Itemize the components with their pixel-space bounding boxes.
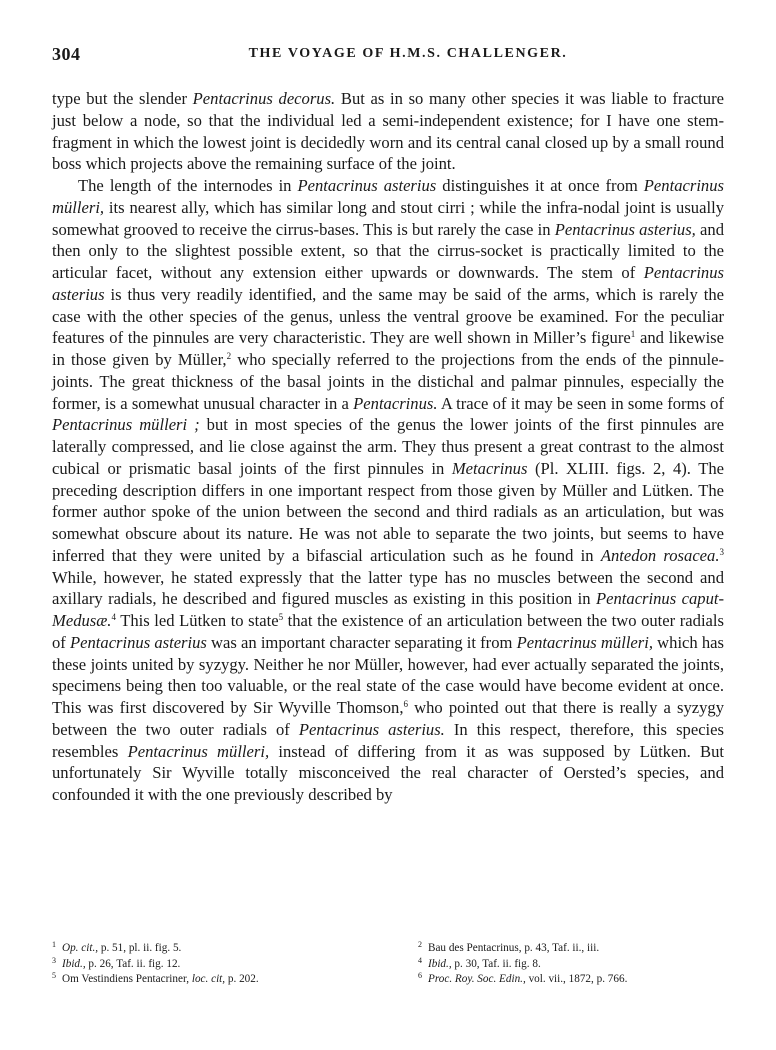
footnote-ref: 3 bbox=[719, 546, 724, 557]
taxon-name: Pentacrinus mülleri, bbox=[516, 632, 654, 652]
taxon-name: Pentacrinus mülleri, bbox=[52, 176, 724, 217]
taxon-name: Antedon rosacea. bbox=[600, 545, 720, 565]
footnote: 2 Bau des Pentacrinus, p. 43, Taf. ii., iii. bbox=[418, 940, 600, 954]
running-title: THE VOYAGE OF H.M.S. CHALLENGER. bbox=[248, 46, 568, 61]
page-header bbox=[52, 44, 724, 68]
taxon-name: Pentacrinus mülleri ; bbox=[52, 415, 200, 435]
page-number: 304 bbox=[52, 44, 81, 64]
footnote-ref: 1 bbox=[630, 329, 636, 340]
taxon-name: Pentacrinus asterius bbox=[297, 176, 437, 195]
taxon-name: Pentacrinus asterius bbox=[52, 263, 724, 304]
footnotes-left-column bbox=[52, 941, 259, 988]
footnote: 6 Proc. Roy. Soc. Edin., vol. vii., 1872, p. 766. bbox=[418, 971, 628, 985]
footnote-ref: 5 bbox=[278, 612, 284, 622]
footnote-ref: 6 bbox=[403, 699, 408, 709]
taxon-name: Pentacrinus caput-Medusæ. bbox=[52, 589, 725, 630]
taxon-name: Pentacrinus. bbox=[353, 393, 438, 413]
footnote: 5 Om Vestindiens Pentacriner, loc. cit, p. 202. bbox=[52, 971, 259, 985]
paragraph-continued: type but the slender Pentacrinus decorus. But as in so many other species it was liable to fracture just below a node, so that the individual led a semi-independent existence; for I have one stem-fragment in which the lowest joint is decidedly worn and its central canal closed up by a small round boss which projects above the remaining surface of the joint. bbox=[52, 89, 724, 174]
footnote: 4 Ibid., p. 30, Taf. ii. fig. 8. bbox=[418, 955, 541, 970]
footnote: 3 Ibid., p. 26, Taf. ii. fig. 12. bbox=[52, 955, 181, 970]
paragraph-internodes: The length of the internodes in Pentacrinus asterius distinguishes it at once from Pentacrinus mülleri, its nearest ally, which has similar long and stout cirri ; while the infra-nodal joint is usually somewhat grooved to receive the cirrus-bases. This is but rarely the case in Pentacrinus asterius, and then only to the slightest possible extent, so that the cirrus-socket is practically limited to the articular facet, without any extension either upwards or downwards. The stem of Pentacrinus asterius is thus very readily identified, and the same may be said of the arms, which is rarely the case with the other species of the genus, unless the ventral groove be examined. For the peculiar features of the pinnules are very characteristic. They are well shown in Miller’s figure$^1$ and likewise in those given by Müller,$^2$ who specially referred to the projections from the ends of the pinnule-joints. The great thickness of the basal joints in the distichal and palmar pinnules, especially the former, is a somewhat unusual character in a Pentacrinus. A trace of it may be seen in some forms of Pentacrinus mülleri ; but in most species of the genus the lower joints of the first pinnules are laterally compressed, and lie close against the arm. They thus present a great contrast to the almost cubical or prismatic basal joints of the first pinnules in Metacrinus (Pl. XLIII. figs. 2, 4). The preceding description differs in one important respect from those given by Müller and Lütken. The former author spoke of the union between the second and third radials as an articulation, but was somewhat obscure about its nature. He was not able to separate the two joints, but seems to have inferred that they were united by a bifascial articulation such as he found in Antedon rosacea.$^3$ While, however, he stated expressly that the latter type has no muscles between the second and axillary radials, he described and figured muscles as existing in this position in Pentacrinus caput-Medusæ.$^4$ This led Lütken to state$^5$ that the existence of an articulation between the two outer radials of Pentacrinus asterius was an important character separating it from Pentacrinus mülleri, which has these joints united by syzygy. Neither he nor Müller, however, had ever actually separated the joints, specimens being then too valuable, or the real state of the case would have become evident at once. This was first discovered by Sir Wyville Thomson,$^6$ who pointed out that there is really a syzygy between the two outer radials of Pentacrinus asterius. In this respect, therefore, this species resembles Pentacrinus mülleri, instead of differing from it as was supposed by Lütken. But unfortunately Sir Wyville totally misconceived the real character of Oersted’s species, and confounded it with the one previously described by bbox=[52, 176, 725, 804]
body-text bbox=[52, 88, 724, 806]
footnote: 1 Op. cit., p. 51, pl. ii. fig. 5. bbox=[52, 940, 182, 954]
footnote-ref: 2 bbox=[226, 351, 232, 361]
taxon-name: Pentacrinus asterius. bbox=[298, 719, 445, 739]
taxon-name: Pentacrinus asterius, bbox=[554, 219, 696, 239]
taxon-name: Pentacrinus mülleri, bbox=[127, 741, 270, 761]
footnote-ref: 4 bbox=[111, 612, 116, 622]
footnotes-right-column bbox=[418, 941, 627, 988]
taxon-name: Metacrinus bbox=[451, 458, 528, 478]
taxon-name: Pentacrinus decorus. bbox=[192, 89, 336, 108]
taxon-name: Pentacrinus asterius bbox=[69, 632, 207, 652]
